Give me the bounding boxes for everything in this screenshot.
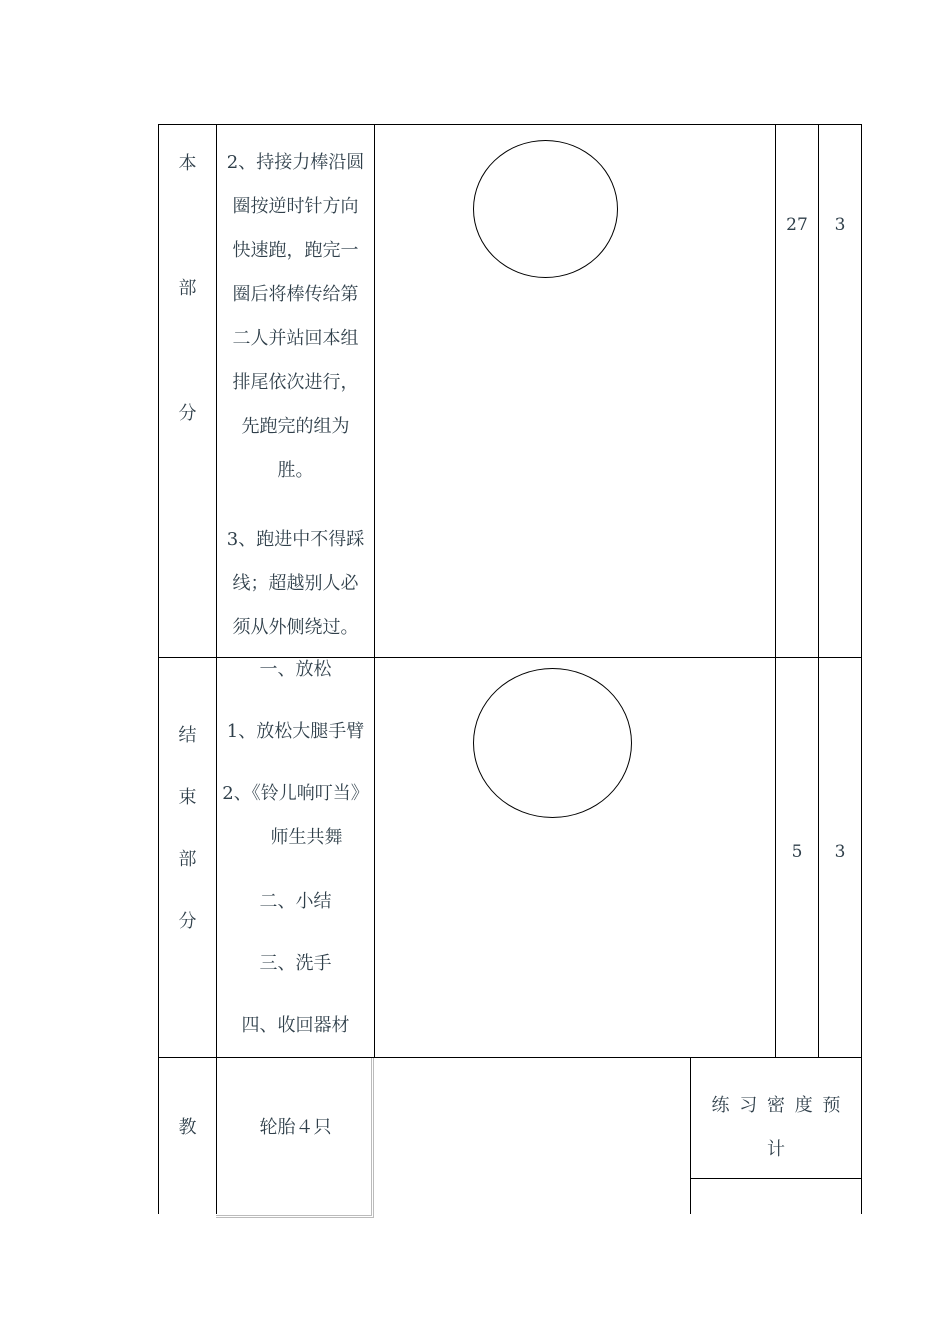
density-estimate-label: 练 习 密 度 预 计 — [711, 1095, 843, 1160]
table-border — [775, 124, 776, 1058]
section-label: 本 部 分 — [178, 153, 197, 424]
content-line: 须从外侧绕过。 — [232, 617, 359, 638]
content-line: 三、洗手 — [259, 953, 332, 974]
section-main-rule3 — [217, 518, 374, 650]
table-border — [158, 124, 862, 125]
content-line: 四、收回器材 — [241, 1015, 350, 1036]
repetition-count: 3 — [834, 215, 846, 235]
repetition-count: 3 — [834, 842, 846, 862]
table-border — [690, 1057, 691, 1214]
table-border — [818, 124, 819, 1058]
content-line: 圈按逆时针方向 — [232, 196, 359, 217]
section-end-content — [217, 648, 374, 1066]
section-label: 教 — [178, 1117, 197, 1138]
table-border — [690, 1178, 862, 1179]
section-main-content — [217, 141, 374, 493]
equipment-list: 轮胎４只 — [259, 1117, 332, 1138]
content-line: 师生共舞 — [270, 827, 343, 848]
content-line: 2、《铃儿响叮当》 — [222, 783, 369, 804]
table-border — [374, 124, 375, 1058]
content-line: 先跑完的组为 — [241, 416, 350, 437]
content-line: 线；超越别人必 — [232, 573, 359, 594]
content-line: 二、小结 — [259, 891, 332, 912]
time-minutes: 27 — [786, 215, 808, 235]
content-line: 1、放松大腿手臂 — [226, 721, 365, 742]
content-line: 一、放松 — [259, 659, 332, 680]
formation-circle — [473, 140, 618, 278]
content-line: 圈后将棒传给第 — [232, 284, 359, 305]
content-line: 排尾依次进行， — [232, 372, 359, 393]
formation-circle — [473, 668, 632, 818]
content-line: 2、持接力棒沿圆 — [226, 152, 365, 173]
content-line: 二人并站回本组 — [232, 328, 359, 349]
content-line: 3、跑进中不得踩 — [226, 529, 365, 550]
content-line: 胜。 — [277, 460, 314, 481]
section-label: 结 束 部 分 — [178, 725, 197, 932]
table-border — [861, 124, 862, 1214]
content-line: 快速跑，跑完一 — [232, 240, 359, 261]
time-minutes: 5 — [791, 842, 803, 862]
